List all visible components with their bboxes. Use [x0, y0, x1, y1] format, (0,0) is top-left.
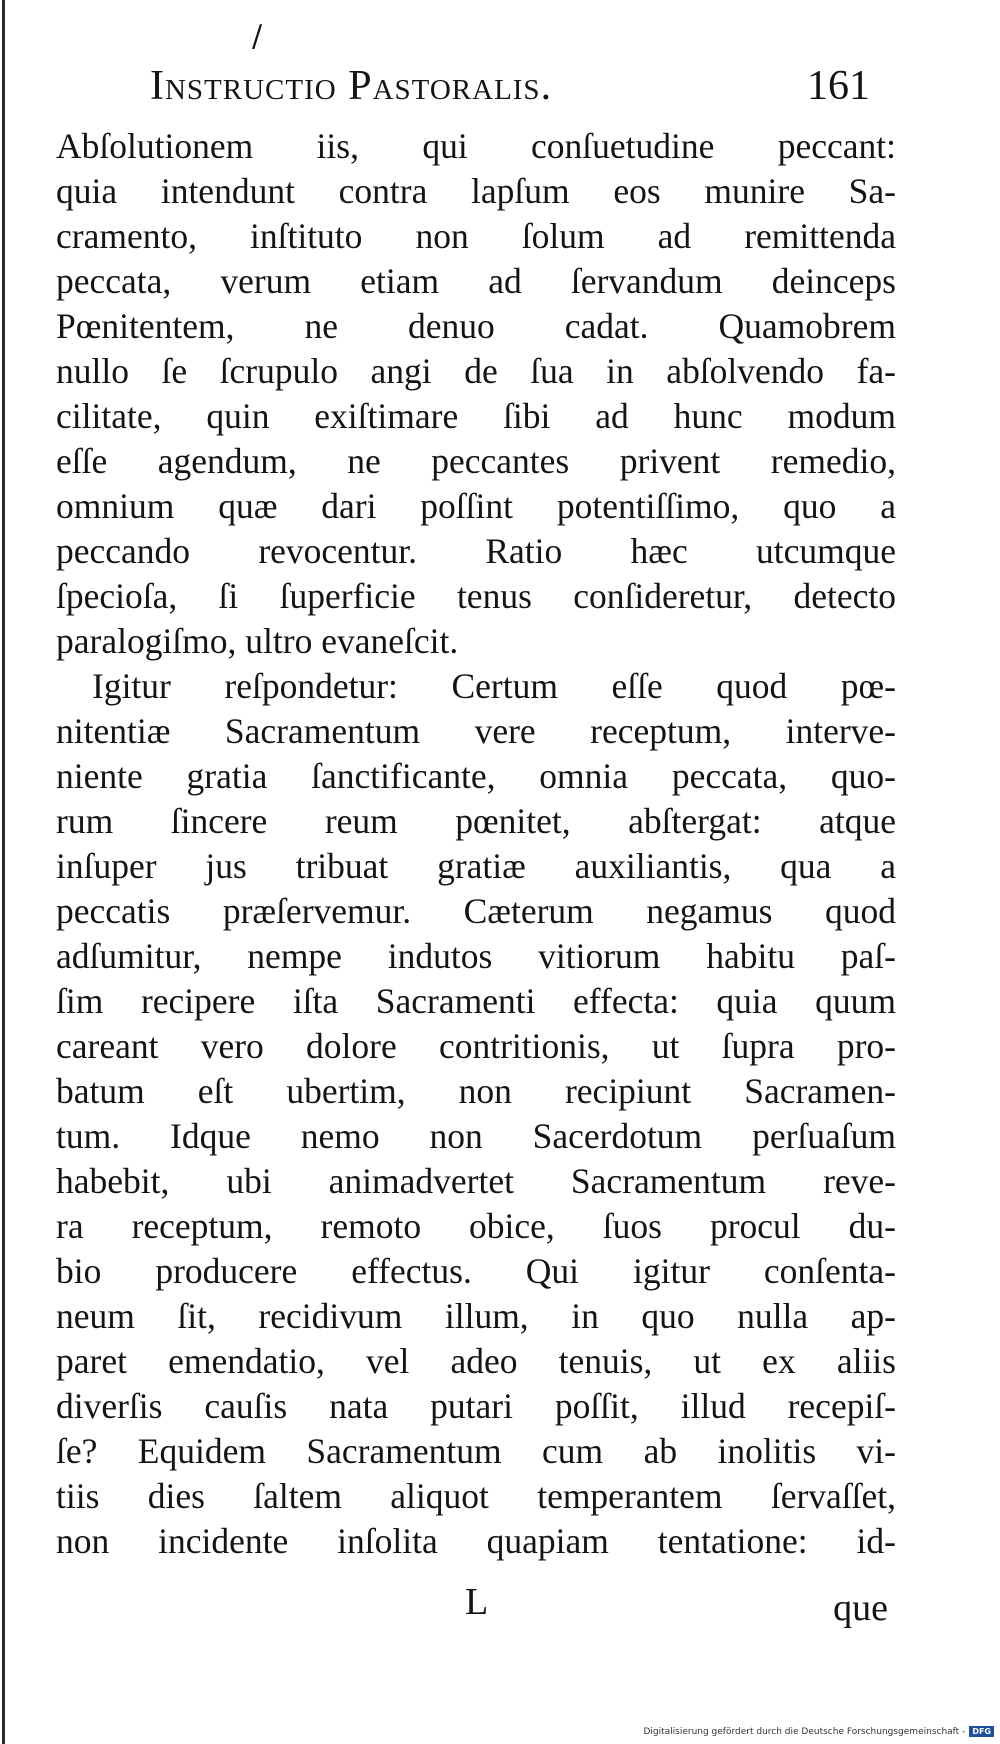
text-line: ſe? Equidem Sacramentum cum ab inolitis vi-: [56, 1431, 896, 1471]
text-line: cilitate, quin exiſtimare ſibi ad hunc modum: [56, 396, 896, 436]
paragraph-start-line: Igitur reſpondetur: Certum eſſe quod pœ-: [92, 666, 896, 706]
text-line: rum ſincere reum pœnitet, abſtergat: atque: [56, 801, 896, 841]
text-line: Abſolutionem iis, qui conſuetudine peccant:: [56, 126, 896, 166]
text-line: nitentiæ Sacramentum vere receptum, interve-: [56, 711, 896, 751]
text-line: cramento, inſtituto non ſolum ad remittenda: [56, 216, 896, 256]
page-footer: [440, 1580, 896, 1630]
signature-mark: L: [465, 1581, 489, 1623]
text-line: tiis dies ſaltem aliquot temperantem ſervaſſet,: [56, 1476, 896, 1516]
body-text: [56, 124, 896, 1564]
text-line: ſpecioſa, ſi ſuperficie tenus conſideretur, detecto: [56, 576, 896, 616]
text-line: ra receptum, remoto obice, ſuos procul du-: [56, 1206, 896, 1246]
page-header: [150, 62, 870, 118]
text-line: habebit, ubi animadvertet Sacramentum reve-: [56, 1161, 896, 1201]
page-number: 161: [807, 63, 870, 109]
running-title: Instructio Pastoralis.: [150, 63, 553, 109]
text-line: inſuper jus tribuat gratiæ auxiliantis, qua a: [56, 846, 896, 886]
text-line: batum eſt ubertim, non recipiunt Sacramen-: [56, 1071, 896, 1111]
page-edge-rule: [2, 0, 5, 1744]
text-line: diverſis cauſis nata putari poſſit, illud recepiſ-: [56, 1386, 896, 1426]
text-line: peccata, verum etiam ad ſervandum deinceps: [56, 261, 896, 301]
text-line: paret emendatio, vel adeo tenuis, ut ex aliis: [56, 1341, 896, 1381]
text-line: tum. Idque nemo non Sacerdotum perſuaſum: [56, 1116, 896, 1156]
text-line: careant vero dolore contritionis, ut ſupra pro-: [56, 1026, 896, 1066]
text-line: adſumitur, nempe indutos vitiorum habitu paſ-: [56, 936, 896, 976]
text-line: Pœnitentem, ne denuo cadat. Quamobrem: [56, 306, 896, 346]
text-line: eſſe agendum, ne peccantes privent remedio,: [56, 441, 896, 481]
text-line: ſim recipere iſta Sacramenti effecta: quia quum: [56, 981, 896, 1021]
text-line: non incidente inſolita quapiam tentatione: id-: [56, 1521, 896, 1561]
dfg-logo: DFG: [969, 1726, 994, 1737]
text-line: paralogiſmo, ultro evaneſcit.: [56, 621, 459, 661]
digitization-credit: [643, 1726, 994, 1737]
text-line: nullo ſe ſcrupulo angi de ſua in abſolvendo fa-: [56, 351, 896, 391]
text-line: omnium quæ dari poſſint potentiſſimo, quo a: [56, 486, 896, 526]
text-line: peccatis præſervemur. Cæterum negamus quod: [56, 891, 896, 931]
text-line: peccando revocentur. Ratio hæc utcumque: [56, 531, 896, 571]
tick-mark: /: [252, 19, 263, 54]
text-line: quia intendunt contra lapſum eos munire Sa-: [56, 171, 896, 211]
text-line: niente gratia ſanctificante, omnia peccata, quo-: [56, 756, 896, 796]
text-line: bio producere effectus. Qui igitur conſenta-: [56, 1251, 896, 1291]
catchword: que: [833, 1587, 888, 1629]
credit-text: Digitalisierung gefördert durch die Deutsche Forschungsgemeinschaft -: [643, 1726, 966, 1737]
text-line: neum ſit, recidivum illum, in quo nulla ap-: [56, 1296, 896, 1336]
